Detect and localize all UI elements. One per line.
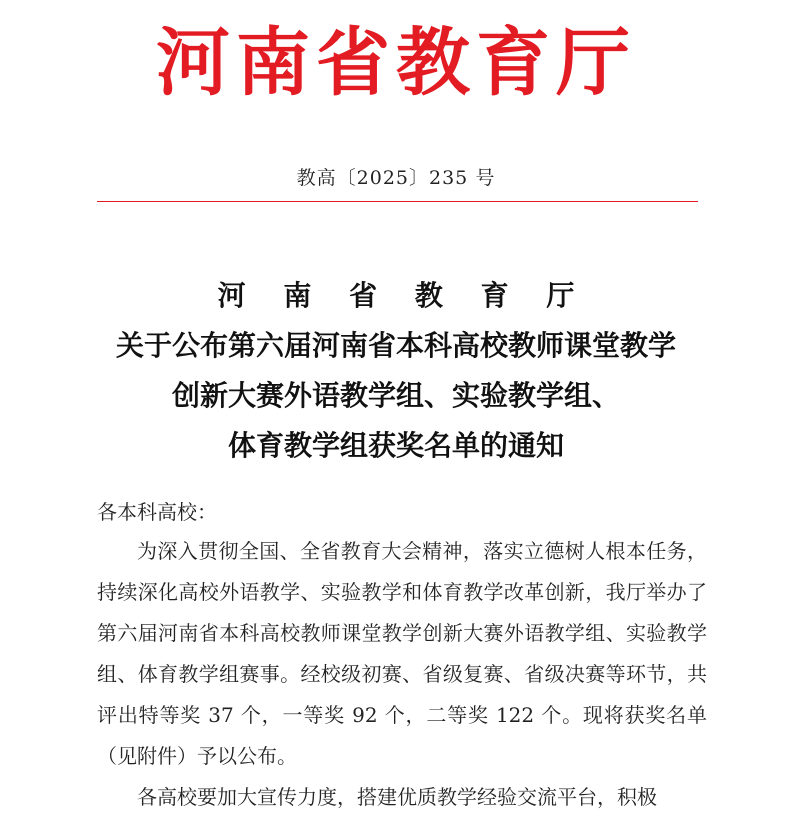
notice-body xyxy=(97,493,707,818)
masthead-title: 河南省教育厅 xyxy=(156,20,636,106)
red-divider-line xyxy=(97,201,698,202)
notice-title xyxy=(0,274,792,474)
body-paragraph: 各高校要加大宣传力度，搭建优质教学经验交流平台，积极 xyxy=(137,785,657,809)
title-line: 关于公布第六届河南省本科高校教师课堂教学 xyxy=(115,329,676,362)
document-number: 教高〔2025〕235 号 xyxy=(296,167,496,189)
title-line: 创新大赛外语教学组、实验教学组、 xyxy=(171,379,620,412)
body-paragraph: 为深入贯彻全国、全省教育大会精神，落实立德树人根本任务，持续深化高校外语教学、实验教学和体育教学改革创新，我厅举办了第六届河南省本科高校教师课堂教学创新大赛外语教学组、实验教学组、体育教学组赛事。经校级初赛、省级复赛、省级决赛等环节，共评出特等奖 37 个，一等奖 92 个，二等奖 122 个。现将获奖名单（见附件）予以公布。 xyxy=(97,539,707,768)
title-line-issuer: 河 南 省 教 育 厅 xyxy=(217,279,589,312)
salutation: 各本科高校： xyxy=(97,500,217,524)
title-line: 体育教学组获奖名单的通知 xyxy=(227,429,564,462)
